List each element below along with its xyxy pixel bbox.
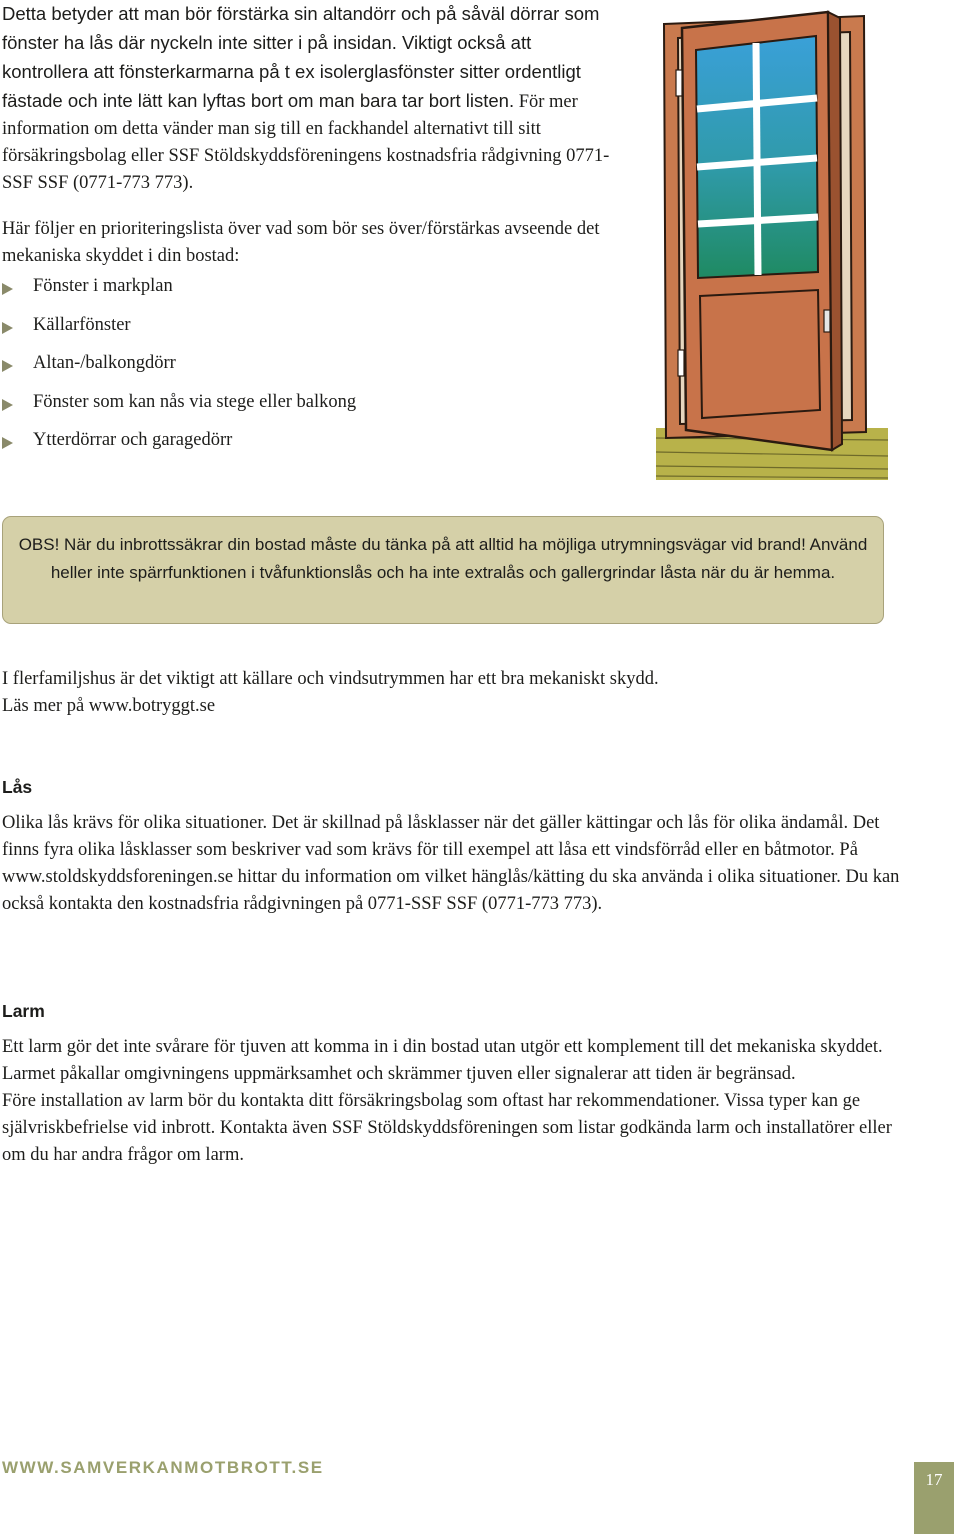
glass-panes: [696, 36, 818, 278]
larm-paragraph-1: Ett larm gör det inte svårare för tjuven att komma in i din bostad utan utgör ett komplement till det mekaniska skyddet. Larmet påkallar omgivningens uppmärksamhet och skrämmer tjuven eller signalerar att tiden är begränsad.: [2, 1037, 883, 1084]
triangle-bullet-icon: [2, 283, 13, 295]
larm-body: [2, 1034, 902, 1169]
flerfamiljshus-line-2: Läs mer på www.botryggt.se: [2, 696, 216, 716]
list-item-label: Källarfönster: [33, 314, 131, 335]
list-item-label: Altan-/balkongdörr: [33, 353, 176, 373]
triangle-bullet-icon: [2, 437, 13, 449]
list-item-label: Fönster i markplan: [33, 276, 173, 296]
list-item: [2, 353, 602, 392]
flerfamiljshus-paragraph: [2, 666, 902, 720]
obs-warning-text: OBS! När du inbrottssäkrar din bostad måste du tänka på att alltid ha möjliga utrymningsvägar vid brand! Använd heller inte spärrfunktionen i tvåfunktionslås och ha inte extralås och gallergrindar låsta när du är hemma.: [18, 535, 868, 582]
triangle-bullet-icon: [2, 322, 13, 334]
priority-lead: Här följer en prioriteringslista över vad som bör ses över/förstärkas avseende det mekaniska skyddet i din bostad:: [2, 219, 600, 266]
list-item: [2, 430, 602, 469]
obs-warning-box: [2, 516, 884, 624]
intro-paragraph: [2, 0, 614, 197]
larm-heading: Larm: [2, 1001, 45, 1021]
list-item: [2, 392, 602, 431]
door-leaf: [676, 12, 842, 450]
list-item: [2, 276, 602, 315]
triangle-bullet-icon: [2, 399, 13, 411]
footer-url: WWW.SAMVERKANMOTBROTT.SE: [2, 1458, 324, 1477]
las-body: Olika lås krävs för olika situationer. Det är skillnad på låsklasser när det gäller kättingar och lås för olika ändamål. Det finns fyra olika låsklasser som beskriver vad som krävs för till exempel att låsa ett vindsförråd eller en båtmotor. På www.stoldskyddsforeningen.se hittar du information om vilket hänglås/kätting du ska använda i olika situationer. Du kan också kontakta den kostnadsfria rådgivningen på 0771-SSF SSF (0771-773 773).: [2, 813, 900, 914]
list-item-label: Fönster som kan nås via stege eller balkong: [33, 391, 357, 412]
intro-text-part-1: Detta betyder att man bör förstärka sin altandörr och på såväl dörrar som fönster ha lås där nyckeln inte sitter i på insidan. Viktigt också att kontrollera att fönsterkarmarna på t ex isolerglasfönster sitter ordentligt fästade och inte lätt kan lyftas bort om man bara tar bort listen.: [2, 3, 600, 111]
open-door-illustration: [652, 10, 892, 482]
priority-list: [2, 276, 602, 469]
larm-paragraph-2: Före installation av larm bör du kontakta ditt försäkringsbolag som oftast har rekommendationer. Vissa typer kan ge självriskbefrielse vid inbrott. Kontakta även SSF Stöldskyddsföreningen som listar godkända larm och installatörer eller om du har andra frågor om larm.: [2, 1091, 892, 1165]
intro-text-part-2: För mer information om detta vänder man sig till en fackhandel alternativt till sitt försäkringsbolag eller SSF Stöldskyddsföreningens kostnadsfria rådgivning 0771-SSF SSF (0771-773 773).: [2, 92, 610, 193]
triangle-bullet-icon: [2, 360, 13, 372]
las-heading: Lås: [2, 777, 33, 797]
list-item-label: Ytterdörrar och garagedörr: [33, 430, 233, 450]
page-number-label: 17: [925, 1470, 943, 1489]
flerfamiljshus-line-1: I flerfamiljshus är det viktigt att källare och vindsutrymmen har ett bra mekaniskt skydd.: [2, 669, 659, 689]
page-number: [914, 1462, 954, 1534]
list-item: [2, 315, 602, 354]
